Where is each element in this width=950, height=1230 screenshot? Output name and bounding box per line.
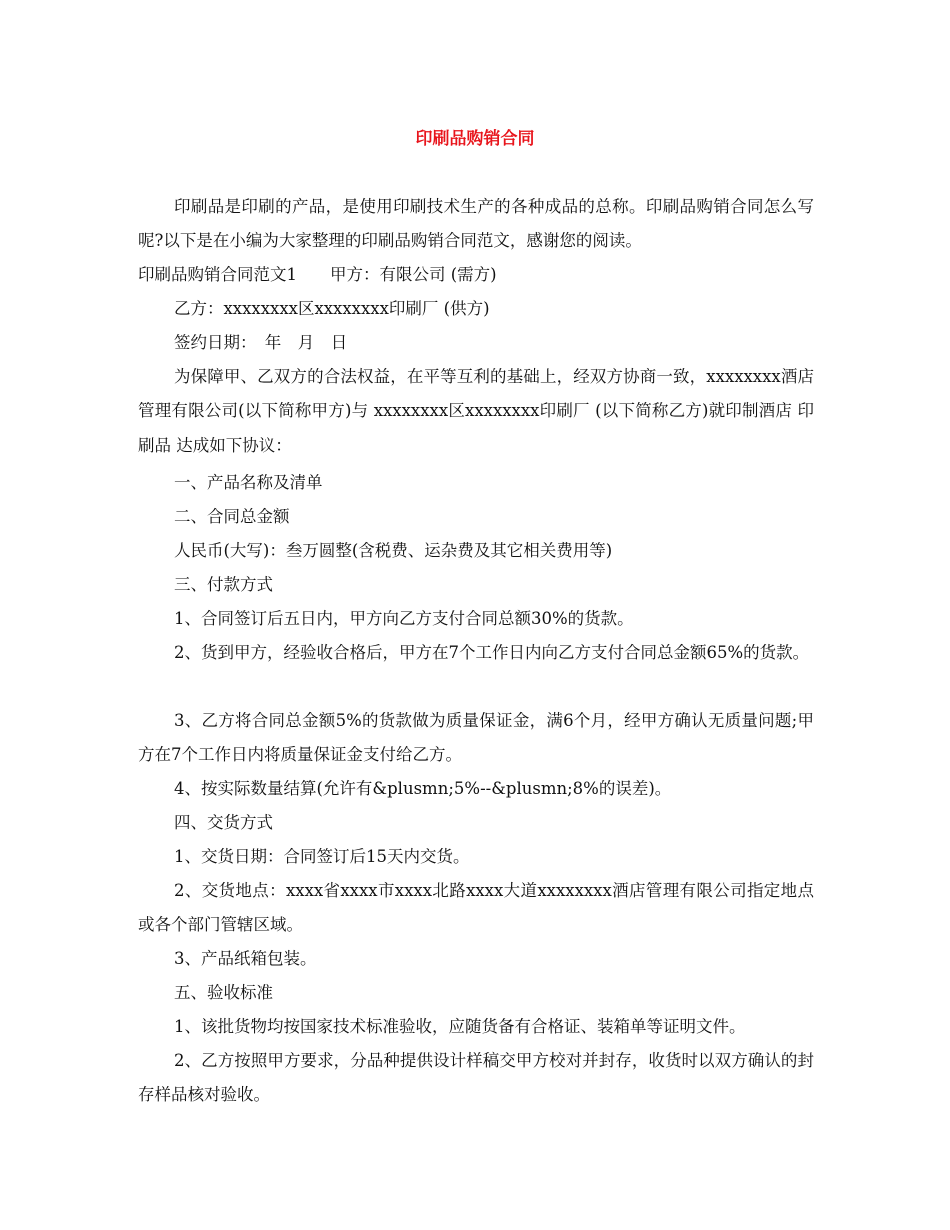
amount-line: 人民币(大写)：叁万圆整(含税费、运杂费及其它相关费用等) [174,541,613,560]
document-title: 印刷品购销合同 [415,129,535,149]
intro-paragraph: 印刷品是印刷的产品，是使用印刷技术生产的各种成品的总称。印刷品购销合同怎么写呢?以下是在小编为大家整理的印刷品购销合同范文，感谢您的阅读。 [138,197,814,251]
section-heading: 四、交货方式 [174,813,273,832]
preamble-paragraph: 为保障甲、乙双方的合法权益，在平等互利的基础上，经双方协商一致，xxxxxxxx酒店管理有限公司(以下简称甲方)与 xxxxxxxx区xxxxxxxx印刷厂 (以下简称乙方)就印制酒店 印刷品 达成如下协议： [138,367,814,455]
clause-paragraph: 1、交货日期：合同签订后15天内交货。 [174,847,470,866]
clause-paragraph: 1、该批货物均按国家技术标准验收，应随货备有合格证、装箱单等证明文件。 [174,1017,746,1036]
clause-paragraph: 2、货到甲方，经验收合格后，甲方在7个工作日内向乙方支付合同总金额65%的货款。 [174,643,810,662]
clause-paragraph: 3、乙方将合同总金额5%的货款做为质量保证金，满6个月，经甲方确认无质量问题;甲方在7个工作日内将质量保证金支付给乙方。 [138,711,814,765]
section-heading: 一、产品名称及清单 [174,473,323,492]
section-heading: 五、验收标准 [174,983,273,1002]
clause-paragraph: 3、产品纸箱包装。 [174,949,317,968]
sample-heading-party-a: 印刷品购销合同范文1 甲方：有限公司 (需方) [138,265,497,284]
clause-paragraph: 4、按实际数量结算(允许有&plusmn;5%--&plusmn;8%的误差)。 [174,779,672,798]
section-heading: 三、付款方式 [174,575,273,594]
clause-paragraph: 1、合同签订后五日内，甲方向乙方支付合同总额30%的货款。 [174,609,634,628]
clause-paragraph: 2、交货地点：xxxx省xxxx市xxxx北路xxxx大道xxxxxxxx酒店管理有限公司指定地点或各个部门管辖区域。 [138,881,814,935]
section-heading: 二、合同总金额 [174,507,290,526]
party-b-line: 乙方：xxxxxxxx区xxxxxxxx印刷厂 (供方) [174,299,490,318]
clause-paragraph: 2、乙方按照甲方要求，分品种提供设计样稿交甲方校对并封存，收货时以双方确认的封存样品核对验收。 [138,1051,814,1105]
signing-date-line: 签约日期： 年 月 日 [174,333,348,352]
